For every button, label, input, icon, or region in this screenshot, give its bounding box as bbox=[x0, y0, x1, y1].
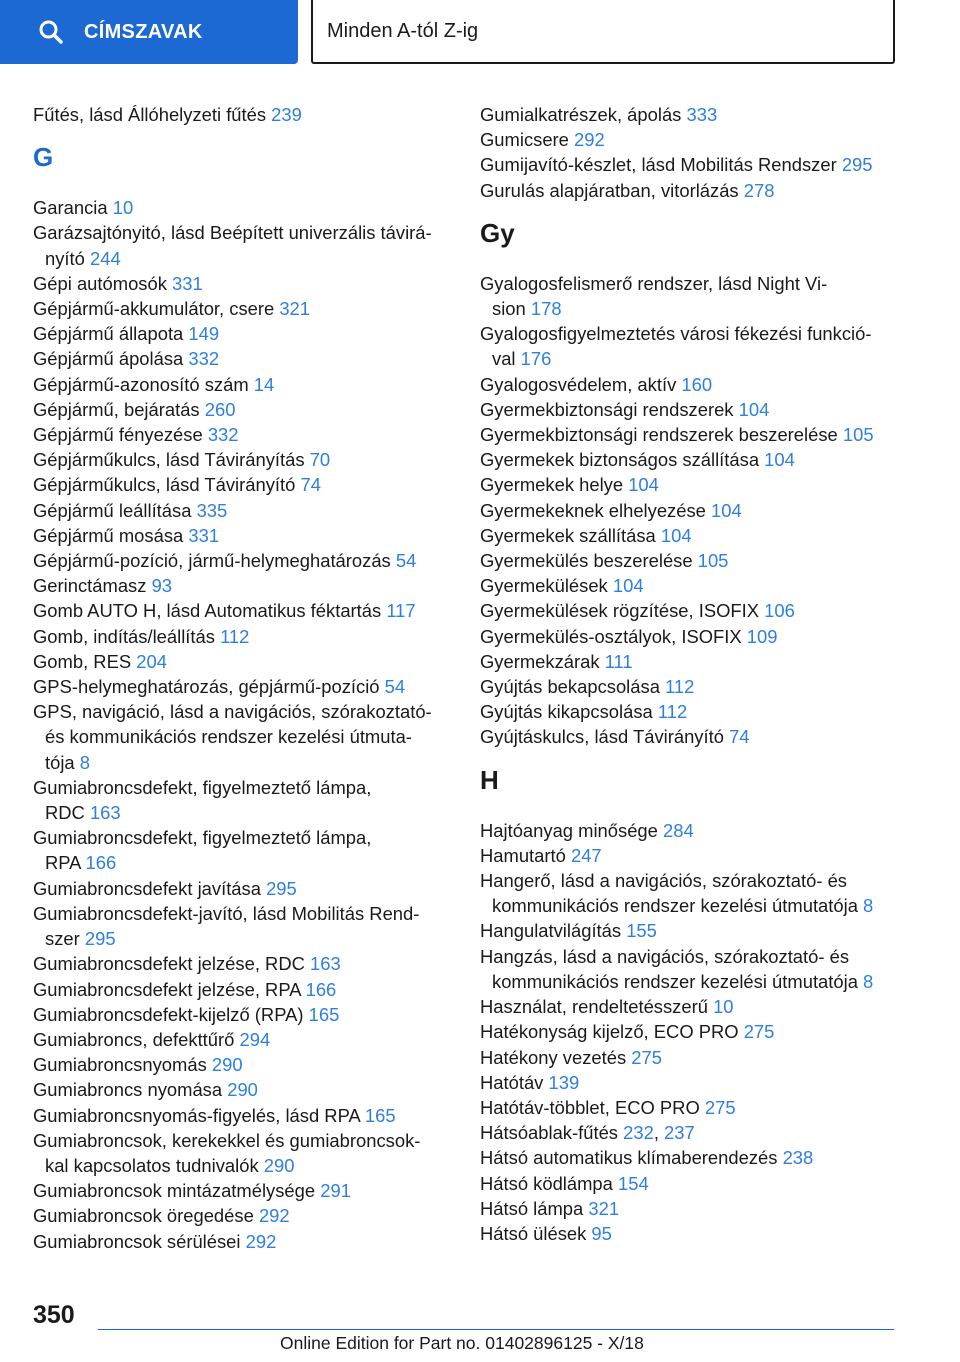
page-link[interactable]: 109 bbox=[746, 625, 778, 647]
footer-divider bbox=[98, 1329, 894, 1330]
page-link[interactable]: 95 bbox=[591, 1222, 612, 1244]
entry-text: Gomb AUTO H, lásd Automatikus féktartás bbox=[33, 600, 387, 622]
index-entry bbox=[480, 944, 910, 994]
entry-text: nyító bbox=[45, 247, 90, 269]
index-entry bbox=[480, 1171, 910, 1196]
page-link[interactable]: 163 bbox=[310, 953, 341, 975]
page-link[interactable]: 74 bbox=[729, 726, 750, 748]
index-entry bbox=[33, 977, 453, 1002]
tab-a-to-z[interactable] bbox=[311, 0, 895, 64]
page-link[interactable]: 104 bbox=[612, 575, 644, 597]
page-link[interactable]: 333 bbox=[686, 104, 718, 125]
page-link[interactable]: 70 bbox=[309, 449, 331, 471]
entry-text: Használat, rendeltetésszerű bbox=[480, 996, 714, 1018]
entry-text: Hatékonyság kijelző, ECO PRO bbox=[480, 1021, 744, 1043]
entry-text: szer bbox=[45, 928, 85, 950]
entry-text: Hatótáv bbox=[480, 1071, 549, 1093]
entry-text: Gurulás alapjáratban, vitorlázás bbox=[480, 179, 744, 201]
index-entry bbox=[33, 1027, 453, 1052]
index-entry bbox=[480, 498, 910, 523]
index-entry bbox=[33, 1052, 453, 1077]
page-link[interactable]: 155 bbox=[626, 920, 657, 942]
index-entry bbox=[480, 178, 910, 203]
entry-text: Gyújtás kikapcsolása bbox=[480, 701, 658, 723]
index-entry bbox=[480, 649, 910, 674]
entry-text: Hajtóanyag minősége bbox=[480, 819, 663, 841]
entry-text: Gyermekülések rögzítése, ISOFIX bbox=[480, 600, 765, 622]
page-link[interactable]: 232 bbox=[623, 1122, 654, 1144]
index-entry bbox=[480, 1019, 910, 1044]
index-entry bbox=[33, 1103, 453, 1128]
page-link[interactable]: 14 bbox=[253, 373, 275, 395]
page-link[interactable]: 154 bbox=[618, 1172, 649, 1194]
entry-text: Gépjárműkulcs, lásd Távirányító bbox=[33, 474, 301, 496]
index-entry bbox=[33, 271, 453, 296]
page-link[interactable]: 104 bbox=[628, 474, 659, 496]
index-entry bbox=[480, 1120, 910, 1145]
entry-text: Gyermekek helye bbox=[480, 474, 629, 496]
index-entry bbox=[33, 372, 453, 397]
entry-text: tója bbox=[45, 751, 80, 773]
entry-text: Gépjármű leállítása bbox=[33, 499, 197, 521]
page-link[interactable]: 117 bbox=[386, 600, 416, 622]
index-entry bbox=[33, 1002, 453, 1027]
entry-text: Gépjármű-akkumulátor, csere bbox=[33, 298, 280, 320]
page-link[interactable]: 54 bbox=[384, 676, 406, 698]
index-entry bbox=[33, 598, 453, 623]
index-entry bbox=[480, 843, 910, 868]
entry-text: Hátsó lámpa bbox=[480, 1197, 589, 1219]
index-entry bbox=[480, 447, 910, 472]
page-link[interactable]: 331 bbox=[188, 524, 220, 546]
page-link[interactable]: 275 bbox=[704, 1096, 736, 1118]
page-link[interactable]: 247 bbox=[570, 844, 602, 866]
entry-text: Gumijavító-készlet, lásd Mobilitás Rendszer bbox=[480, 154, 842, 176]
entry-text: Gépjármű ápolása bbox=[33, 348, 189, 370]
index-entry bbox=[480, 624, 910, 649]
page-number: 350 bbox=[33, 1301, 75, 1329]
page-link[interactable]: 292 bbox=[258, 1205, 290, 1227]
footer-edition: Online Edition for Part no. 01402896125 - X/18 bbox=[280, 1333, 644, 1353]
page-link[interactable]: 238 bbox=[782, 1147, 814, 1169]
index-entry bbox=[480, 598, 910, 623]
entry-text: Gumiabroncsdefekt-kijelző (RPA) bbox=[33, 1003, 309, 1025]
page-link[interactable]: 54 bbox=[395, 550, 417, 572]
page-link[interactable]: 290 bbox=[211, 1054, 243, 1076]
page-link[interactable]: 331 bbox=[172, 272, 203, 294]
index-letter-heading: Gy bbox=[480, 217, 515, 248]
index-entry bbox=[33, 472, 453, 497]
entry-text: Hátsó ködlámpa bbox=[480, 1172, 619, 1194]
index-entry bbox=[480, 397, 910, 422]
page-link[interactable]: 294 bbox=[239, 1028, 271, 1050]
tab-keywords-label: CÍMSZAVAK bbox=[84, 20, 203, 43]
entry-text: Gumiabroncsdefekt javítása bbox=[33, 877, 267, 899]
entry-text: Gumiabroncsdefekt, figyelmeztető lámpa, bbox=[33, 776, 372, 798]
index-entry bbox=[480, 1145, 910, 1170]
page-link[interactable]: 112 bbox=[220, 625, 250, 647]
entry-text: Gumiabroncsdefekt, figyelmeztető lámpa, bbox=[33, 827, 372, 849]
page-link[interactable]: 10 bbox=[112, 197, 134, 219]
index-entry bbox=[33, 447, 453, 472]
entry-text: Gépjármű fényezése bbox=[33, 424, 208, 446]
entry-text: Hangzás, lásd a navigációs, szórakoztató- és bbox=[480, 945, 850, 967]
index-entry bbox=[33, 573, 453, 598]
entry-text: Gumiabroncsnyomás bbox=[33, 1054, 212, 1076]
index-entry bbox=[480, 818, 910, 843]
entry-text: Gumiabroncsok öregedése bbox=[33, 1205, 259, 1227]
index-entry bbox=[33, 548, 453, 573]
entry-text: Gyújtás bekapcsolása bbox=[480, 676, 666, 698]
index-column-right bbox=[480, 102, 910, 1246]
index-entry bbox=[480, 422, 910, 447]
page-link[interactable]: 160 bbox=[681, 373, 713, 395]
page-link[interactable]: 275 bbox=[743, 1021, 775, 1043]
index-entry bbox=[33, 825, 453, 875]
page-link[interactable]: 278 bbox=[743, 179, 775, 201]
entry-text: Gumiabroncsdefekt jelzése, RDC bbox=[33, 953, 310, 975]
entry-text: Gomb, indítás/leállítás bbox=[33, 625, 221, 647]
index-entry bbox=[480, 918, 910, 943]
page-link[interactable]: 74 bbox=[300, 474, 321, 496]
entry-text: kommunikációs rendszer kezelési útmutatója bbox=[492, 970, 864, 992]
index-entry bbox=[480, 1045, 910, 1070]
index-entry bbox=[33, 699, 453, 775]
index-entry bbox=[480, 1221, 910, 1246]
page-link[interactable]: 204 bbox=[136, 650, 167, 672]
index-entry bbox=[480, 372, 910, 397]
index-letter-heading: H bbox=[480, 764, 499, 795]
page-link[interactable]: 332 bbox=[188, 348, 220, 370]
page-link[interactable]: 291 bbox=[320, 1180, 351, 1202]
index-entry bbox=[480, 321, 910, 371]
index-entry bbox=[480, 674, 910, 699]
page-link[interactable]: 106 bbox=[764, 600, 795, 622]
entry-text: Gumiabroncs nyomása bbox=[33, 1079, 228, 1101]
entry-text: Hátsó ülések bbox=[480, 1222, 592, 1244]
entry-text: GPS, navigáció, lásd a navigációs, szórakoztató- bbox=[33, 701, 432, 723]
entry-text: Gumiabroncsnyomás-figyelés, lásd RPA bbox=[33, 1104, 365, 1126]
entry-text: Hangerő, lásd a navigációs, szórakoztató- és bbox=[480, 870, 847, 892]
page-link[interactable]: 239 bbox=[271, 104, 302, 125]
page-link[interactable]: 112 bbox=[657, 701, 688, 723]
entry-text: Hátsó automatikus klímaberendezés bbox=[480, 1147, 783, 1169]
index-entry bbox=[480, 573, 910, 598]
index-entry bbox=[33, 195, 453, 220]
page-link[interactable]: 111 bbox=[604, 650, 633, 672]
index-entry bbox=[33, 1128, 453, 1178]
entry-text: Gyermekek szállítása bbox=[480, 524, 661, 546]
page-link[interactable]: 10 bbox=[713, 996, 734, 1018]
entry-text: Gomb, RES bbox=[33, 650, 137, 672]
entry-text: és kommunikációs rendszer kezelési útmuta- bbox=[45, 726, 412, 748]
page-link[interactable]: 244 bbox=[89, 247, 121, 269]
index-entry bbox=[33, 876, 453, 901]
page-link[interactable]: 335 bbox=[196, 499, 228, 521]
entry-text: Gyalogosvédelem, aktív bbox=[480, 373, 682, 395]
entry-text: Gépi autómosók bbox=[33, 272, 173, 294]
page-link[interactable]: 104 bbox=[764, 449, 795, 471]
entry-text: Gumiabroncs, defekttűrő bbox=[33, 1028, 240, 1050]
page-link[interactable]: 260 bbox=[204, 398, 236, 420]
entry-text: Gyújtáskulcs, lásd Távirányító bbox=[480, 726, 730, 748]
page-link[interactable]: 166 bbox=[305, 978, 337, 1000]
index-entry bbox=[480, 271, 910, 321]
page-link[interactable]: 295 bbox=[266, 877, 297, 899]
page-link[interactable]: 165 bbox=[364, 1104, 396, 1126]
page-link[interactable]: 284 bbox=[663, 819, 694, 841]
entry-text: RPA bbox=[45, 852, 86, 874]
page-link[interactable]: 332 bbox=[207, 424, 239, 446]
page-link[interactable]: 112 bbox=[665, 676, 695, 698]
page-link[interactable]: 290 bbox=[263, 1154, 295, 1176]
index-entry bbox=[33, 346, 453, 371]
page-link[interactable]: 176 bbox=[520, 348, 552, 370]
index-entry bbox=[33, 951, 453, 976]
page-link[interactable]: 295 bbox=[841, 154, 873, 176]
entry-text: Gumiabroncsdefekt jelzése, RPA bbox=[33, 978, 306, 1000]
entry-text: Gyermekek biztonságos szállítása bbox=[480, 449, 765, 471]
entry-text: Gyalogosfigyelmeztetés városi fékezési funkció- bbox=[480, 323, 872, 345]
index-entry bbox=[33, 220, 453, 270]
entry-text: Gyermekeknek elhelyezése bbox=[480, 499, 712, 521]
page-link[interactable]: 290 bbox=[227, 1079, 258, 1101]
index-entry bbox=[33, 523, 453, 548]
index-entry bbox=[33, 102, 453, 127]
index-entry bbox=[33, 624, 453, 649]
entry-text: Gyermekülés beszerelése bbox=[480, 550, 698, 572]
entry-text: Gépjármű-azonosító szám bbox=[33, 373, 254, 395]
page-link[interactable]: 321 bbox=[588, 1197, 620, 1219]
index-letter-heading: G bbox=[33, 142, 54, 173]
entry-text: Gyermekbiztonsági rendszerek bbox=[480, 398, 739, 420]
page-link[interactable]: 166 bbox=[85, 852, 117, 874]
entry-text: Garancia bbox=[33, 197, 113, 219]
index-entry bbox=[33, 1077, 453, 1102]
search-icon bbox=[38, 19, 64, 45]
index-entry bbox=[480, 102, 910, 127]
entry-text: Gumiabroncsok sérülései bbox=[33, 1230, 246, 1252]
index-entry bbox=[480, 699, 910, 724]
index-entry bbox=[480, 1095, 910, 1120]
index-entry bbox=[480, 472, 910, 497]
entry-text: Garázsajtónyitó, lásd Beépített univerzális távirá- bbox=[33, 222, 432, 244]
entry-text: Gyermekülés-osztályok, ISOFIX bbox=[480, 625, 747, 647]
index-entry bbox=[480, 868, 910, 918]
page-link[interactable]: 104 bbox=[738, 398, 770, 420]
index-entry bbox=[33, 901, 453, 951]
index-entry bbox=[33, 649, 453, 674]
entry-text: Hatékony vezetés bbox=[480, 1046, 632, 1068]
page-link[interactable]: 139 bbox=[548, 1071, 580, 1093]
page-link[interactable]: 105 bbox=[697, 550, 729, 572]
index-entry bbox=[33, 674, 453, 699]
index-entry bbox=[480, 127, 910, 152]
header-tabs bbox=[0, 0, 960, 66]
entry-text: sion bbox=[492, 298, 531, 320]
entry-text: Gumialkatrészek, ápolás bbox=[480, 104, 687, 125]
page-link[interactable]: 292 bbox=[245, 1230, 277, 1252]
entry-text: GPS-helymeghatározás, gépjármű-pozíció bbox=[33, 676, 385, 698]
entry-text: Gépjármű mosása bbox=[33, 524, 189, 546]
page-link[interactable]: 8 bbox=[79, 751, 90, 773]
index-entry bbox=[480, 523, 910, 548]
index-entry bbox=[480, 1070, 910, 1095]
index-entry bbox=[33, 498, 453, 523]
page-link[interactable]: 165 bbox=[308, 1003, 340, 1025]
entry-text: Gépjármű állapota bbox=[33, 323, 189, 345]
index-entry bbox=[480, 724, 910, 749]
tab-a-to-z-label: Minden A-tól Z-ig bbox=[327, 19, 479, 42]
entry-text: Gumicsere bbox=[480, 129, 575, 151]
entry-text: Hamutartó bbox=[480, 844, 571, 866]
index-entry bbox=[33, 397, 453, 422]
page-link[interactable]: 104 bbox=[660, 524, 692, 546]
entry-text: RDC bbox=[45, 802, 90, 824]
page-link[interactable]: 93 bbox=[151, 575, 173, 597]
page-link[interactable]: 163 bbox=[89, 802, 121, 824]
entry-text: Gumiabroncsok, kerekekkel és gumiabroncsok- bbox=[33, 1129, 421, 1151]
index-entry bbox=[480, 1196, 910, 1221]
page-link[interactable]: 295 bbox=[84, 928, 116, 950]
entry-text: Gyermekzárak bbox=[480, 650, 605, 672]
entry-text: Hatótáv-többlet, ECO PRO bbox=[480, 1096, 705, 1118]
page-link[interactable]: 237 bbox=[664, 1122, 695, 1144]
page-link[interactable]: 275 bbox=[631, 1046, 662, 1068]
entry-text: Gumiabroncsdefekt-javító, lásd Mobilitás Rend- bbox=[33, 902, 420, 924]
page-link[interactable]: 178 bbox=[530, 298, 562, 320]
entry-text: Gépjármű-pozíció, jármű-helymeghatározás bbox=[33, 550, 396, 572]
page-link[interactable]: 8 bbox=[863, 895, 874, 917]
entry-text: kal kapcsolatos tudnivalók bbox=[45, 1154, 264, 1176]
entry-text: Fűtés, lásd Állóhelyzeti fűtés bbox=[33, 104, 272, 125]
page-link[interactable]: 105 bbox=[842, 424, 874, 446]
entry-text: val bbox=[492, 348, 521, 370]
index-entry bbox=[33, 422, 453, 447]
entry-text: Gépjármű, bejáratás bbox=[33, 398, 205, 420]
index-entry bbox=[33, 1178, 453, 1203]
page-link[interactable]: 8 bbox=[863, 970, 874, 992]
index-entry bbox=[33, 296, 453, 321]
entry-text: Gumiabroncsok mintázatmélysége bbox=[33, 1180, 321, 1202]
index-entry bbox=[33, 321, 453, 346]
entry-text: Gyalogosfelismerő rendszer, lásd Night Vi- bbox=[480, 272, 828, 294]
entry-text: Gyermekülések bbox=[480, 575, 613, 597]
page-link[interactable]: 104 bbox=[711, 499, 742, 521]
index-entry bbox=[33, 775, 453, 825]
page-link[interactable]: 292 bbox=[574, 129, 605, 151]
entry-text: Hátsóablak-fűtés bbox=[480, 1122, 624, 1144]
entry-text: kommunikációs rendszer kezelési útmutatója bbox=[492, 895, 864, 917]
entry-text: Gépjárműkulcs, lásd Távirányítás bbox=[33, 449, 310, 471]
tab-keywords[interactable] bbox=[0, 0, 298, 64]
index-entry bbox=[480, 548, 910, 573]
index-entry bbox=[480, 152, 910, 177]
entry-text: Gyermekbiztonsági rendszerek beszerelése bbox=[480, 424, 843, 446]
entry-text: Hangulatvilágítás bbox=[480, 920, 627, 942]
page-separator: , bbox=[653, 1122, 665, 1144]
index-column-left bbox=[33, 102, 453, 1254]
page-link[interactable]: 321 bbox=[279, 298, 311, 320]
index-entry bbox=[480, 994, 910, 1019]
entry-text: Gerinctámasz bbox=[33, 575, 152, 597]
index-entry bbox=[33, 1203, 453, 1228]
page-link[interactable]: 149 bbox=[188, 323, 220, 345]
index-entry bbox=[33, 1229, 453, 1254]
